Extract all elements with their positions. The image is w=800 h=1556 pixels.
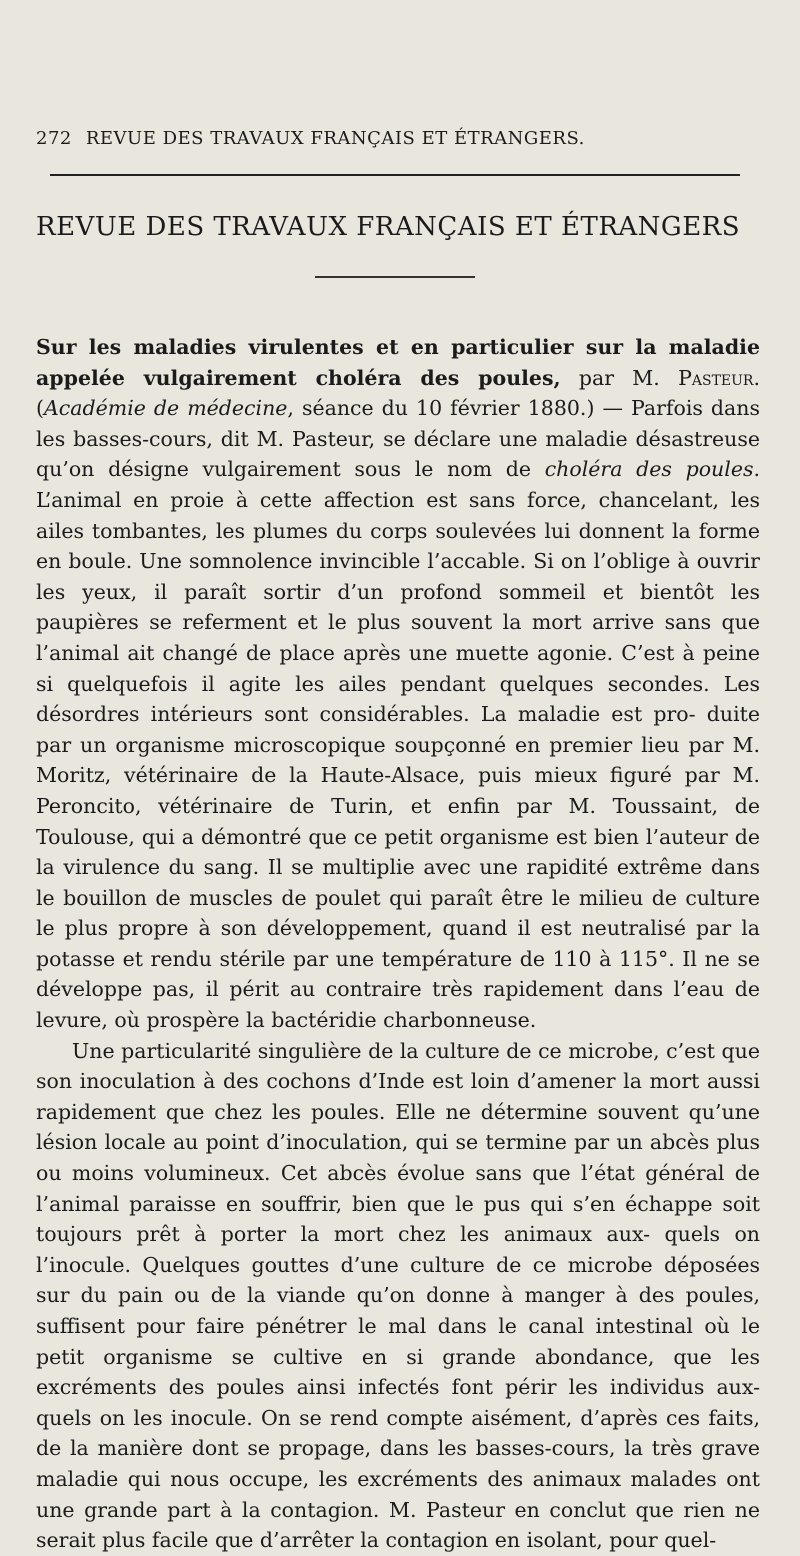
section-title: REVUE DES TRAVAUX FRANÇAIS ET ÉTRANGERS (36, 212, 741, 242)
article-body (36, 332, 760, 1556)
section-divider (315, 276, 475, 278)
citation-rest: , séance du 10 février 1880.) — Parfois dans les basses-cours, dit M. Pasteur, se déclare une maladie désastreuse qu’on désigne vulgairement sous le nom de (36, 396, 760, 482)
disease-name: choléra des poules (544, 457, 754, 482)
paragraph-1-text: . L’animal en proie à cette affection est sans force, chancelant, les ailes tombantes, les plumes du corps soulevées lui donnent la forme en boule. Une somnolence invincible l’accable. Si on l’oblige à ouvrir les yeux, il paraît sortir d’un profond sommeil et bientôt les paupières se referment et le plus souvent la mort arrive sans que l’animal ait changé de place après une muette agonie. C’est à peine si quelquefois il agite les ailes pendant quelques secondes. Les désordres intérieurs sont considérables. La maladie est pro- duite par un organisme microscopique soupçonné en premier lieu par M. Moritz, vétérinaire de la Haute-Alsace, puis mieux figuré par M. Peroncito, vétérinaire de Turin, et enfin par M. Toussaint, de Toulouse, qui a démontré que ce petit organisme est bien l’auteur de la virulence du sang. Il se multiplie avec une rapidité extrême dans le bouillon de muscles de poulet qui paraît être le milieu de culture le plus propre à son développement, quand il est neutralisé par la potasse et rendu stérile par une température de 110 à 115°. Il ne se développe pas, il périt au contraire très rapidement dans l’eau de levure, où prospère la bactéridie charbonneuse. (36, 457, 760, 1033)
article-title: Sur les maladies virulentes et en particulier sur la maladie appelée vulgairement choléra des poules, (36, 335, 760, 390)
article-source: Académie de médecine (44, 396, 288, 421)
running-header (36, 128, 676, 149)
header-rule (50, 174, 740, 176)
page-number: 272 (36, 128, 72, 149)
citation-open: . ( (36, 365, 761, 421)
byline-prefix: par M. (578, 365, 679, 390)
article-author: Pasteur (678, 365, 754, 390)
paragraph-2: Une particularité singulière de la culture de ce microbe, c’est que son inoculation à des cochons d’Inde est loin d’amener la mort aussi rapidement que chez les poules. Elle ne détermine souvent qu’une lésion locale au point d’inoculation, qui se termine par un abcès plus ou moins volumineux. Cet abcès évolue sans que l’état général de l’animal paraisse en souffrir, bien que le pus qui s’en échappe soit toujours prêt à porter la mort chez les animaux aux- quels on l’inocule. Quelques gouttes d’une culture de ce microbe déposées sur du pain ou de la viande qu’on donne à manger à des poules, suffisent pour faire pénétrer le mal dans le canal intestinal où le petit organisme se cultive en si grande abondance, que les excréments des poules ainsi infectés font périr les individus aux- quels on les inocule. On se rend compte aisément, d’après ces faits, de la manière dont se propage, dans les basses-cours, la très grave maladie qui nous occupe, les excréments des animaux malades ont une grande part à la contagion. M. Pasteur en conclut que rien ne serait plus facile que d’arrêter la contagion en isolant, pour quel- (36, 1038, 760, 1553)
running-title: REVUE DES TRAVAUX FRANÇAIS ET ÉTRANGERS. (85, 128, 585, 149)
paragraph-1 (36, 332, 760, 1036)
